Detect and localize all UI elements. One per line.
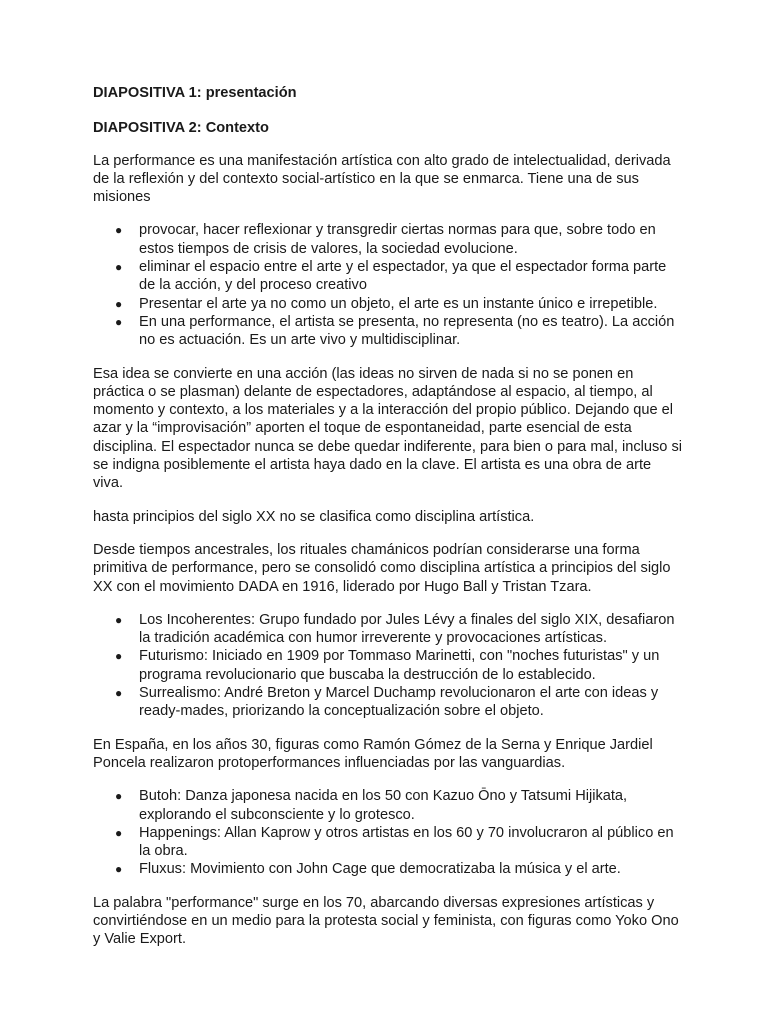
list-item [93,684,683,721]
list-item [93,611,683,648]
bullet-icon: ● [115,612,123,627]
idea-paragraph: Esa idea se convierte en una acción (las ideas no sirven de nada si no se ponen en práctica o se plasman) delante de espectadores, adaptándose al espacio, al tiempo, al momento y contexto, a los materiales y a la interacción del propio público. Dejando que el azar y la “improvisación” aporten el toque de espontaneidad, parte esencial de esta disciplina. El espectador nunca se debe quedar indiferente, para bien o para mal, incluso si se indigna posiblemente el artista haya dado en la clave. El artista es una obra de arte viva. [93,365,682,492]
list-item [93,313,683,350]
bullet-icon: ● [115,862,123,877]
list-item-text: Happenings: Allan Kaprow y otros artistas en los 60 y 70 involucraron al público en la obra. [139,824,674,860]
list-item-text: provocar, hacer reflexionar y transgredir ciertas normas para que, sobre todo en estos tiempos de crisis de valores, la sociedad evolucione. [139,222,656,257]
list-item-text: Los Incoherentes: Grupo fundado por Jules Lévy a finales del siglo XIX, desafiaron la tradición académica con humor irreverente y provocaciones artísticas. [139,611,675,647]
missions-list [93,221,683,349]
spain-paragraph: En España, en los años 30, figuras como Ramón Gómez de la Serna y Enrique Jardiel Poncela realizaron protoperformances influenciadas por las vanguardias. [93,736,653,771]
bullet-icon: ● [115,825,123,840]
final-paragraph: La palabra "performance" surge en los 70, abarcando diversas expresiones artísticas y convirtiéndose en un medio para la protesta social y feminista, con figuras como Yoko Ono y Valie Export. [93,894,679,948]
list-item [93,647,683,684]
bullet-icon: ● [115,296,123,311]
movements-list [93,611,683,721]
list-item [93,295,683,313]
list-item-text: En una performance, el artista se presenta, no representa (no es teatro). La acción no es actuación. Es un arte vivo y multidisciplinar. [139,313,675,349]
bullet-icon: ● [115,686,123,701]
later-movements-list [93,787,683,878]
slide-2-heading: DIAPOSITIVA 2: Contexto [93,120,269,137]
list-item [93,221,683,258]
list-item-text: Futurismo: Iniciado en 1909 por Tommaso Marinetti, con "noches futuristas" y un programa revolucionario que buscaba la destrucción de lo establecido. [139,648,660,683]
list-item-text: Surrealismo: André Breton y Marcel Duchamp revolucionaron el arte con ideas y ready-mades, priorizando la conceptualización sobre el objeto. [139,685,659,720]
list-item [93,258,683,295]
list-item-text: eliminar el espacio entre el arte y el espectador, ya que el espectador forma parte de la acción, y del proceso creativo [139,259,667,294]
bullet-icon: ● [115,649,123,664]
bullet-icon: ● [115,314,123,329]
list-item-text: Presentar el arte ya no como un objeto, el arte es un instante único e irrepetible. [139,295,658,312]
list-item-text: Fluxus: Movimiento con John Cage que democratizaba la música y el arte. [139,861,621,878]
list-item [93,824,683,861]
bullet-icon: ● [115,223,123,238]
intro-paragraph: La performance es una manifestación artística con alto grado de intelectualidad, derivada de la reflexión y del contexto social-artístico en la que se enmarca. Tiene una de sus misiones [93,152,671,206]
ancestral-paragraph: Desde tiempos ancestrales, los rituales chamánicos podrían considerarse una forma primitiva de performance, pero se consolidó como disciplina artística a principios del siglo XX con el movimiento DADA en 1916, liderado por Hugo Ball y Tristan Tzara. [93,541,671,595]
slide-1-heading: DIAPOSITIVA 1: presentación [93,85,297,101]
list-item [93,860,683,878]
century-paragraph: hasta principios del siglo XX no se clasifica como disciplina artística. [93,508,535,525]
list-item [93,787,683,824]
document-page [93,84,683,964]
bullet-icon: ● [115,789,123,804]
list-item-text: Butoh: Danza japonesa nacida en los 50 con Kazuo Ōno y Tatsumi Hijikata, explorando el subconsciente y lo grotesco. [139,788,628,823]
bullet-icon: ● [115,260,123,275]
